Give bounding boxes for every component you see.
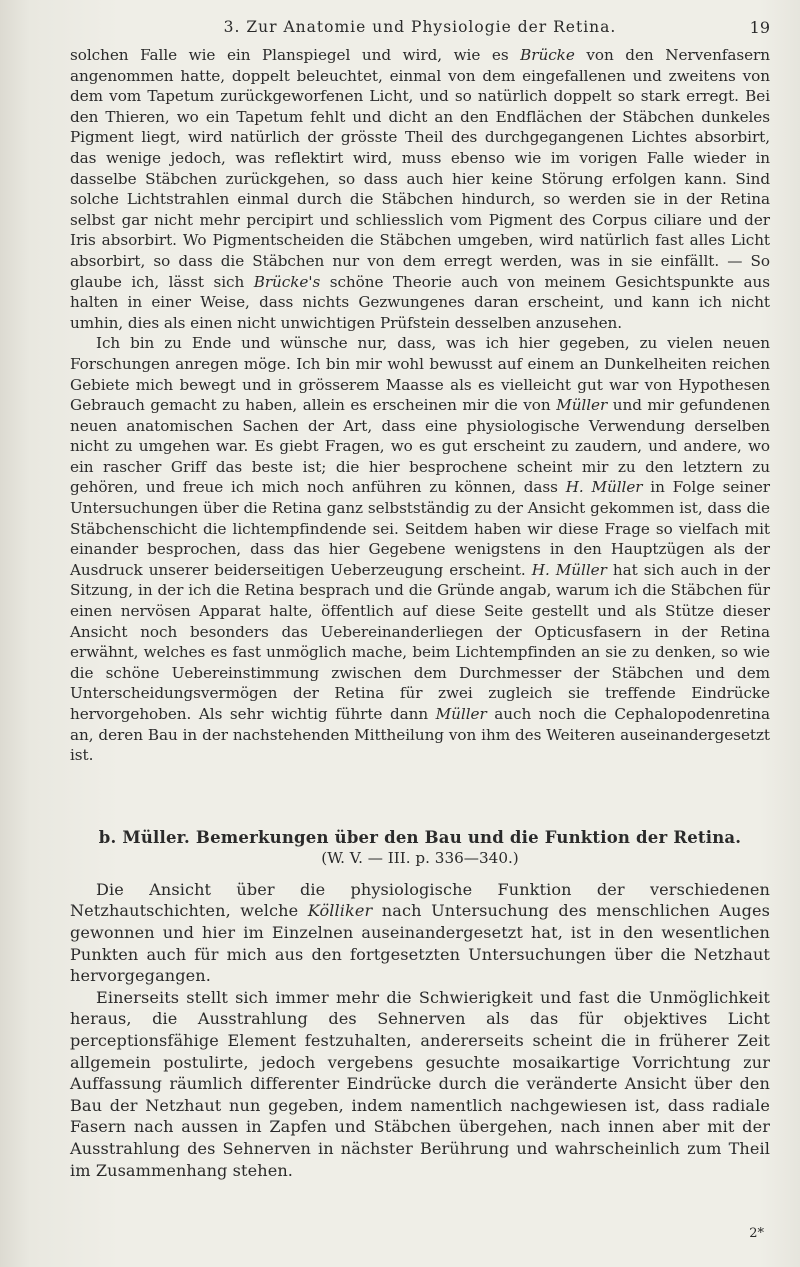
text-run: auch noch die Cephalopodenretina an, deren Bau in der nachstehenden Mittheilung von ihm des Weiteren auseinandergesetzt ist. <box>70 705 770 765</box>
section-title: b. Müller. Bemerkungen über den Bau und die Funktion der Retina. <box>98 827 742 847</box>
text-run: solchen Falle wie ein Planspiegel und wird, wie es <box>70 46 521 64</box>
author-name: Müller <box>556 396 608 415</box>
paragraph-conclusion <box>70 333 770 765</box>
text-run: in Folge seiner Untersuchungen über die Retina ganz selbstständig zu der Ansicht gekommen ist, dass die Stäbchenschicht die lichtempfindende sei. Seitdem haben wir diese Frage so vielfach mit einander besprochen, dass das hier Gegebene wenigstens in den Hauptzügen als der Ausdruck unserer beiderseitigen Ueberzeugung erscheint. <box>70 478 770 579</box>
signature-mark: 2* <box>749 1226 764 1241</box>
text-run: Die Ansicht über die physiologische Funktion der verschiedenen Netzhautschichten, welche <box>70 879 770 921</box>
text-run: Einerseits stellt sich immer mehr die Schwierigkeit und fast die Unmöglichkeit heraus, die Ausstrahlung des Sehnerven als das für objektives Licht perceptionsfähige Element festzuhalten, andererseits scheint die in früherer Zeit allgemein postulirte, jedoch vergebens gesuchte mosaikartige Vorrichtung zur Auffassung räumlich differenter Eindrücke durch die veränderte Ansicht über den Bau der Netzhaut nun gegeben, indem namentlich nachgewiesen ist, dass radiale Fasern nach aussen in Zapfen und Stäbchen übergehen, nach innen aber mit der Ausstrahlung des Sehnerven in nächster Berührung und wahrscheinlich zum Theil im Zusammenhang stehen. <box>70 987 770 1180</box>
author-name: H. Müller <box>531 560 607 579</box>
text-run: Ich bin zu Ende und wünsche nur, dass, was ich hier gegeben, zu vielen neuen Forschungen anregen möge. Ich bin mir wohl bewusst auf einem an Dunkelheiten reichen Gebiete mich bewegt und in grösserem Maasse als es vielleicht gut war von Hypothesen Gebrauch gemacht zu haben, allein es erscheinen mir die von <box>70 334 770 415</box>
author-name: Müller <box>435 705 487 723</box>
text-run: nach Untersuchung des menschlichen Auges gewonnen und hier im Einzelnen auseinandergesetzt hat, ist in den wesentlichen Punkten auch für mich aus den fortgesetzten Untersuchungen über die Netzhaut hervorgegangen. <box>70 901 770 986</box>
author-name: Brücke <box>520 46 575 64</box>
text-run: hat sich auch in der Sitzung, in der ich die Retina besprach und die Gründe angab, warum ich die Stäbchen für einen nervösen Apparat halte, öffentlich auf diese Seite gestellt und als Stütze dieser Ansicht noch besonders das Uebereinanderliegen der Opticusfasern in der Retina erwähnt, welches es fast unmöglich mache, beim Lichtempfinden an sie zu denken, so wie die schöne Uebereinstimmung zwischen dem Durchmesser der Stäbchen und dem Unterscheidungsvermögen der Retina für zwei zugleich sie treffende Eindrücke hervorgehoben. Als sehr wichtig führte dann <box>70 560 770 723</box>
text-run: von den Nervenfasern angenommen hatte, doppelt beleuchtet, einmal von dem eingefallenen und zweitens von dem vom Tapetum zurückgeworfenen Licht, und so natürlich doppelt so stark erregt. Bei den Thieren, wo ein Tapetum fehlt und dicht an den Endflächen der Stäbchen dunkeles Pigment liegt, wird natürlich der grösste Theil des durchgegangenen Lichtes absorbirt, das wenige jedoch, was reflektirt wird, muss ebenso wie im vorigen Falle wieder in dasselbe Stäbchen zurückgehen, so dass auch hier keine Störung erfolgen kann. Sind solche Lichtstrahlen einmal durch die Stäbchen hindurch, so werden sie in der Retina selbst gar nicht mehr percipirt und schliesslich vom Pigment des Corpus ciliare und der Iris absorbirt. Wo Pigmentscheiden die Stäbchen umgeben, wird natürlich fast alles Licht absorbirt, so dass die Stäbchen nur von dem erregt werden, was in sie einfällt. — So glaube ich, lässt sich <box>70 46 770 291</box>
text-run: schöne Theorie auch von meinem Gesichtspunkte aus halten in einer Weise, dass nichts Gezwungenes daran erscheint, und kann ich nicht umhin, dies als einen nicht unwichtigen Prüfstein desselben anzusehen. <box>70 272 770 332</box>
page-body <box>70 45 770 1181</box>
author-name: Kölliker <box>307 901 373 921</box>
paragraph-section2-1 <box>70 879 770 987</box>
paragraph-continuation <box>70 45 770 333</box>
page-header <box>70 16 770 40</box>
paragraph-section2-2 <box>70 987 770 1181</box>
running-title: 3. Zur Anatomie und Physiologie der Retina. <box>223 18 617 36</box>
page-number: 19 <box>749 18 770 37</box>
author-name: Brücke's <box>253 272 321 291</box>
author-name: H. Müller <box>565 478 643 497</box>
text-run: und mir gefundenen neuen anatomischen Sachen der Art, dass eine physiologische Verwendung derselben nicht zu umgehen war. Es giebt Fragen, wo es gut erscheint zu zaudern, und andere, wo ein rascher Griff das beste ist; die hier besprochene scheint mir zu den letztern zu gehören, und freue ich mich noch anführen zu können, dass <box>70 396 770 497</box>
section-reference: (W. V. — III. p. 336—340.) <box>321 848 519 867</box>
